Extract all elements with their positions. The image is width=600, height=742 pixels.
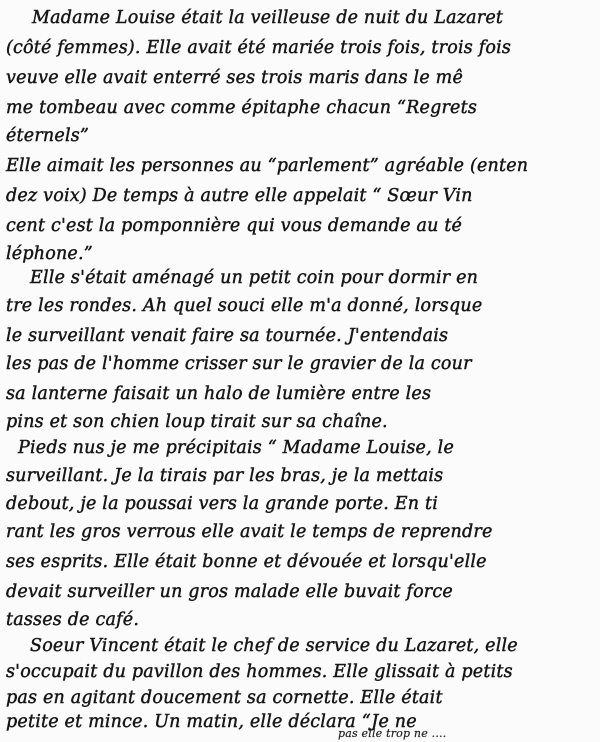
text-line: me tombeau avec comme épitaphe chacun “Regrets [6, 98, 478, 118]
text-line: surveillant. Je la tirais par les bras, je la mettais [6, 466, 444, 486]
text-line: Elle aimait les personnes au “parlement” agréable (enten [6, 156, 529, 176]
footer-note: pas elle trop ne .... [338, 727, 447, 740]
text-line: veuve elle avait enterré ses trois maris dans le mê [6, 68, 464, 88]
text-line: tasses de café. [6, 610, 140, 630]
text-line: devait surveiller un gros malade elle buvait force [6, 582, 453, 602]
text-line: les pas de l'homme crisser sur le gravier de la cour [6, 354, 472, 374]
text-line: éternels” [6, 126, 90, 146]
text-line: Elle s'était aménagé un petit coin pour dormir en [30, 268, 479, 288]
text-line: dez voix) De temps à autre elle appelait “ Sœur Vin [6, 186, 473, 206]
text-line: Soeur Vincent était le chef de service du Lazaret, elle [30, 636, 518, 656]
text-line: debout, je la poussai vers la grande porte. En ti [6, 494, 439, 514]
text-line: le surveillant venait faire sa tournée. J'entendais [6, 326, 449, 346]
text-line: s'occupait du pavillon des hommes. Elle glissait à petits [6, 662, 513, 682]
text-line: cent c'est la pomponnière qui vous demande au té [6, 216, 463, 236]
text-line: Madame Louise était la veilleuse de nuit du Lazaret [32, 8, 504, 28]
text-line: rant les gros verrous elle avait le temps de reprendre [6, 522, 493, 542]
text-line: ses esprits. Elle était bonne et dévouée et lorsqu'elle [6, 552, 487, 572]
text-line: sa lanterne faisait un halo de lumière entre les [6, 384, 432, 404]
text-line: Pieds nus je me précipitais “ Madame Louise, le [18, 438, 454, 458]
text-line: tre les rondes. Ah quel souci elle m'a donné, lorsque [6, 296, 483, 316]
text-line: léphone.” [6, 244, 93, 264]
text-line: (côté femmes). Elle avait été mariée trois fois, trois fois [6, 38, 512, 58]
text-line: pas en agitant doucement sa cornette. Elle était [6, 688, 443, 708]
text-line: pins et son chien loup tirait sur sa chaîne. [6, 412, 388, 432]
text-line: petite et mince. Un matin, elle déclara “Je ne [6, 712, 417, 732]
